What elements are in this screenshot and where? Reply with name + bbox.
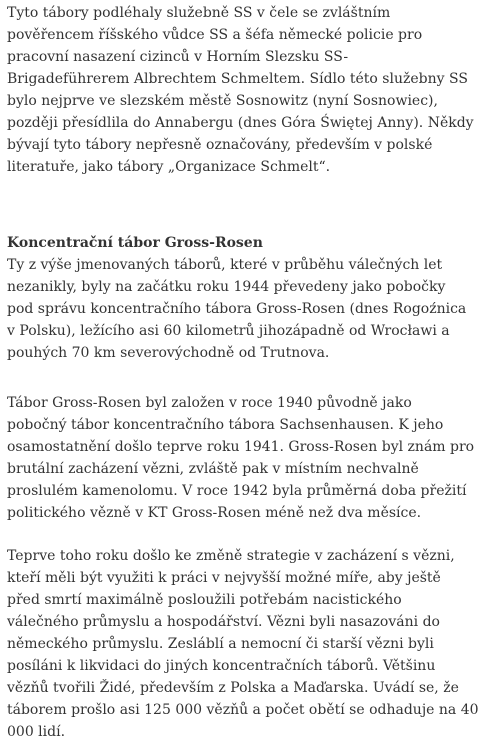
text-line: v Polsku), ležícího asi 60 kilometrů jihozápadně od Wrocławi a <box>7 323 450 339</box>
paragraph-schmelt-organization <box>7 2 474 178</box>
paragraph-gross-rosen-branches <box>7 254 466 364</box>
text-line: později přesídlila do Annabergu (dnes Góra Świętej Anny). Někdy <box>7 115 474 131</box>
text-line: 000 lidí. <box>7 724 66 740</box>
text-line: pověřencem říšského vůdce SS a šéfa německé policie pro <box>7 27 423 43</box>
text-line: kteří měli být využiti k práci v nejvyšší možné míře, aby ještě <box>7 570 441 586</box>
text-line: nezanikly, byly na začátku roku 1944 převedeny jako pobočky <box>7 279 446 295</box>
text-line: osamostatnění došlo teprve roku 1941. Gross-Rosen byl znám pro <box>7 439 475 455</box>
text-line: Tyto tábory podléhaly služebně SS v čele se zvláštním <box>7 5 391 21</box>
text-line: před smrtí maximálně posloužili potřebám nacistického <box>7 592 402 608</box>
text-line: posíláni k likvidaci do jiných koncentračních táborů. Většinu <box>7 658 436 674</box>
text-line: pod správu koncentračního tábora Gross-Rosen (dnes Rogoźnica <box>7 301 467 317</box>
text-line: táborem prošlo asi 125 000 vězňů a počet obětí se odhaduje na 40 <box>7 702 479 718</box>
text-line: pracovní nasazení cizinců v Horním Slezsku SS- <box>7 49 349 65</box>
text-line: Teprve toho roku došlo ke změně strategie v zacházení s vězni, <box>7 548 455 564</box>
text-line: válečného průmyslu a hospodářství. Vězni byli nasazováni do <box>7 614 440 630</box>
text-line: pobočný tábor koncentračního tábora Sachsenhausen. K jeho <box>7 417 444 433</box>
text-line: Brigadeführerem Albrechtem Schmeltem. Sídlo této služebny SS <box>7 71 468 87</box>
text-line: politického vězně v KT Gross-Rosen méně než dva měsíce. <box>7 505 422 521</box>
paragraph-gross-rosen-founding <box>7 392 474 524</box>
section-heading: Koncentrační tábor Gross-Rosen <box>7 235 263 251</box>
text-line: německého průmyslu. Zesláblí a nemocní či starší vězni byli <box>7 636 434 652</box>
text-line: Tábor Gross-Rosen byl založen v roce 1940 původně jako <box>7 395 412 411</box>
paragraph-prisoner-strategy <box>7 545 479 743</box>
text-line: literatuře, jako tábory „Organizace Schmelt“. <box>7 159 331 175</box>
text-line: bylo nejprve ve slezském městě Sosnowitz (nyní Sosnowiec), <box>7 93 438 109</box>
text-line: pouhých 70 km severovýchodně od Trutnova. <box>7 345 330 361</box>
text-line: Ty z výše jmenovaných táborů, které v průběhu válečných let <box>7 257 443 273</box>
text-line: brutální zacházení vězni, zvláště pak v místním nechvalně <box>7 461 419 477</box>
text-line: proslulém kamenolomu. V roce 1942 byla průměrná doba přežití <box>7 483 467 499</box>
text-line: vězňů tvořili Židé, především z Polska a Maďarska. Uvádí se, že <box>7 680 459 696</box>
text-line: bývají tyto tábory nepřesně označovány, především v polské <box>7 137 433 153</box>
